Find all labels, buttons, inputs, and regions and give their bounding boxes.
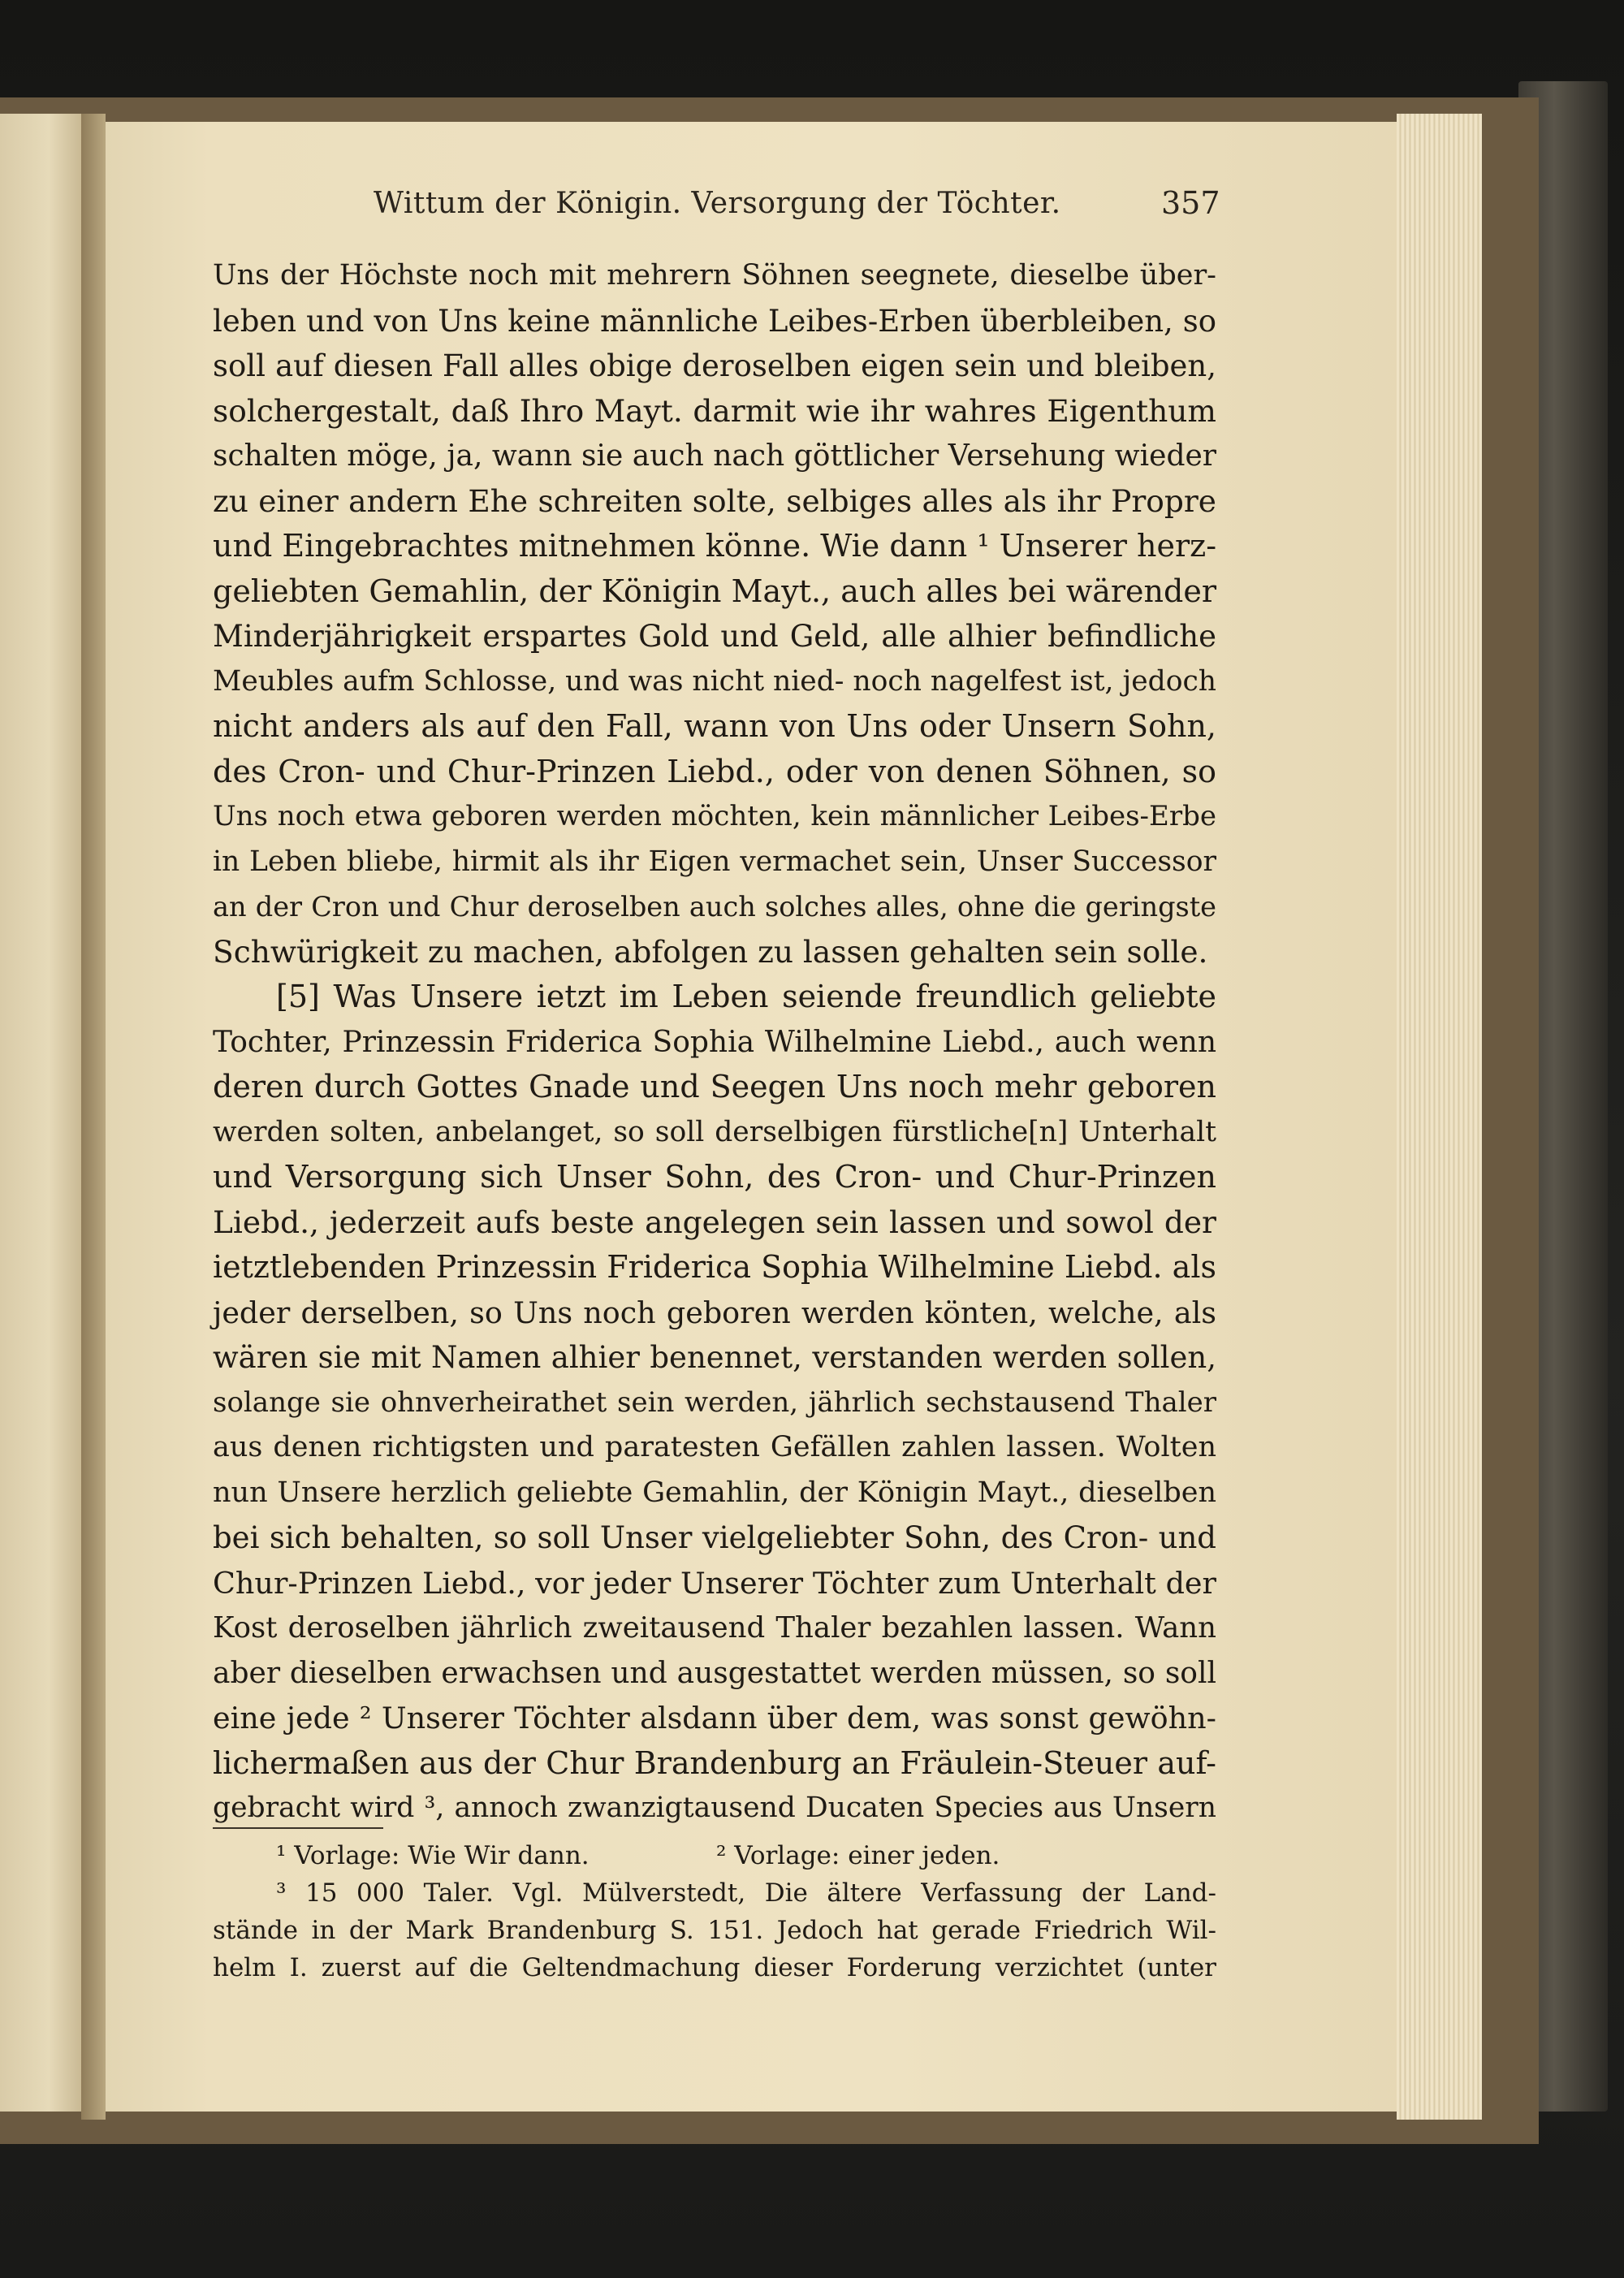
- text-line: bei sich behalten, so soll Unser vielgeliebter Sohn, des Cron- und: [213, 1520, 1216, 1555]
- page-number: 357: [1161, 185, 1220, 221]
- text-line: Tochter, Prinzessin Friderica Sophia Wilhelmine Liebd., auch wenn: [213, 1025, 1216, 1059]
- text-line: gebracht wird ³, annoch zwanzigtausend Ducaten Species aus Unsern: [213, 1792, 1216, 1824]
- text-line: jeder derselben, so Uns noch geboren werden könten, welche, als: [213, 1295, 1216, 1330]
- footnote-rule: [213, 1827, 383, 1829]
- page-stack-edges: [1397, 114, 1482, 2120]
- text-line: an der Cron und Chur deroselben auch solches alles, ohne die geringste: [213, 891, 1216, 923]
- text-line: Schwürigkeit zu machen, abfolgen zu lassen gehalten sein solle.: [213, 933, 1208, 970]
- text-line: Kost deroselben jährlich zweitausend Thaler bezahlen lassen. Wann: [213, 1611, 1216, 1645]
- text-line: Minderjährigkeit erspartes Gold und Geld, alle alhier befindliche: [213, 619, 1216, 654]
- text-line: solange sie ohnverheirathet sein werden, jährlich sechstausend Thaler: [213, 1385, 1216, 1419]
- text-line: Chur-Prinzen Liebd., vor jeder Unserer Töchter zum Unterhalt der: [213, 1565, 1216, 1601]
- footnote-3-line: ³ 15 000 Taler. Vgl. Mülverstedt, Die ältere Verfassung der Land-: [276, 1878, 1216, 1908]
- text-line: und Versorgung sich Unser Sohn, des Cron- und Chur-Prinzen: [213, 1159, 1216, 1195]
- text-line: geliebten Gemahlin, der Königin Mayt., auch alles bei wärender: [213, 573, 1216, 609]
- running-title: Wittum der Königin. Versorgung der Töchter.: [374, 187, 1061, 220]
- text-line: Meubles aufm Schlosse, und was nicht nied- noch nagelfest ist, jedoch: [213, 664, 1217, 698]
- footnote-3-line: helm I. zuerst auf die Geltendmachung dieser Forderung verzichtet (unter: [213, 1953, 1216, 1982]
- book-gutter: [81, 114, 106, 2120]
- text-line: zu einer andern Ehe schreiten solte, selbiges alles als ihr Propre: [213, 482, 1216, 519]
- text-line: Liebd., jederzeit aufs beste angelegen sein lassen und sowol der: [213, 1204, 1216, 1240]
- text-line: solchergestalt, daß Ihro Mayt. darmit wie ihr wahres Eigenthum: [213, 392, 1216, 429]
- text-line: nicht anders als auf den Fall, wann von Uns oder Unsern Sohn,: [213, 708, 1216, 744]
- text-line: leben und von Uns keine männliche Leibes-Erben überbleiben, so: [213, 303, 1216, 339]
- text-line: ietztlebenden Prinzessin Friderica Sophia Wilhelmine Liebd. als: [213, 1249, 1216, 1285]
- text-line: lichermaßen aus der Chur Brandenburg an Fräulein-Steuer auf-: [213, 1744, 1216, 1781]
- footnote-row: [213, 1837, 1216, 1874]
- text-line: wären sie mit Namen alhier benennet, verstanden werden sollen,: [213, 1340, 1216, 1375]
- text-line: des Cron- und Chur-Prinzen Liebd., oder von denen Söhnen, so: [213, 753, 1216, 789]
- paragraph-start-line: [5] Was Unsere ietzt im Leben seiende freundlich geliebte: [276, 979, 1216, 1014]
- text-line: werden solten, anbelanget, so soll derselbigen fürstliche[n] Unterhalt: [213, 1115, 1216, 1148]
- text-line: aus denen richtigsten und paratesten Gefällen zahlen lassen. Wolten: [213, 1431, 1216, 1463]
- text-line: nun Unsere herzlich geliebte Gemahlin, der Königin Mayt., dieselben: [213, 1476, 1216, 1509]
- text-line: schalten möge, ja, wann sie auch nach göttlicher Versehung wieder: [213, 439, 1216, 473]
- text-line: aber dieselben erwachsen und ausgestattet werden müssen, so soll: [213, 1656, 1216, 1690]
- text-line: und Eingebrachtes mitnehmen könne. Wie dann ¹ Unserer herz-: [213, 528, 1217, 564]
- footnotes: [213, 1837, 1216, 1986]
- text-line: eine jede ² Unserer Töchter alsdann über dem, was sonst gewöhn-: [213, 1701, 1216, 1736]
- body-text: [213, 253, 1216, 1831]
- left-page-edge: [0, 114, 81, 2112]
- text-line: Uns noch etwa geboren werden möchten, kein männlicher Leibes-Erbe: [213, 800, 1216, 832]
- text-line: soll auf diesen Fall alles obige deroselben eigen sein und bleiben,: [213, 348, 1216, 383]
- text-line: Uns der Höchste noch mit mehrern Söhnen seegnete, dieselbe über-: [213, 259, 1216, 292]
- footnote-3-line: stände in der Mark Brandenburg S. 151. Jedoch hat gerade Friedrich Wil-: [213, 1916, 1216, 1945]
- text-line: deren durch Gottes Gnade und Seegen Uns noch mehr geboren: [213, 1069, 1216, 1104]
- text-line: in Leben bliebe, hirmit als ihr Eigen vermachet sein, Unser Successor: [213, 845, 1216, 878]
- footnote-1: ¹ Vorlage: Wie Wir dann.: [276, 1841, 590, 1870]
- footnote-2: ² Vorlage: einer jeden.: [716, 1841, 1000, 1870]
